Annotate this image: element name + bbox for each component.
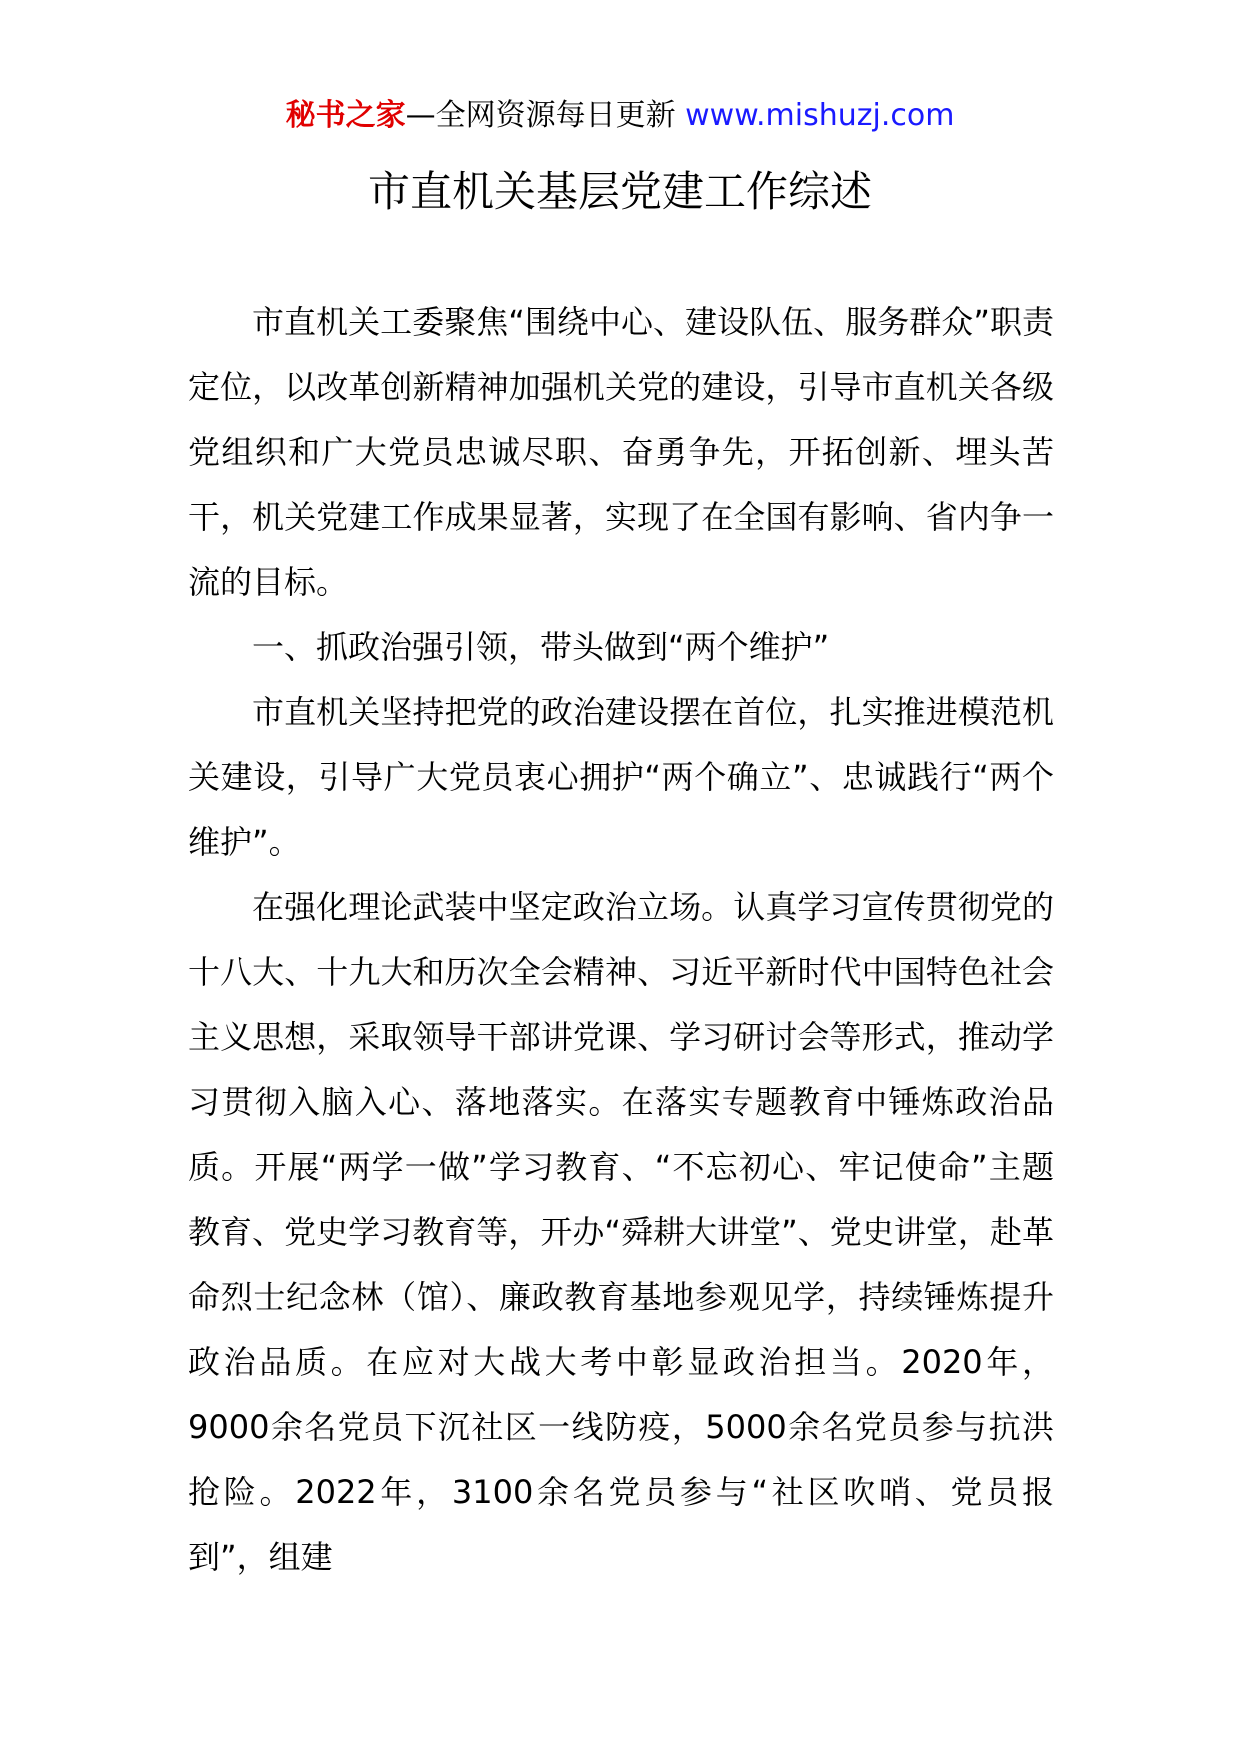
paragraph-section-1-summary: 市直机关坚持把党的政治建设摆在首位，扎实推进模范机关建设，引导广大党员衷心拥护“两个确立”、忠诚践行“两个维护”。 xyxy=(188,693,1054,861)
section-heading-1: 一、抓政治强引领，带头做到“两个维护” xyxy=(252,628,830,666)
document-body xyxy=(188,290,1054,1590)
paragraph-section-1-detail: 在强化理论武装中坚定政治立场。认真学习宣传贯彻党的十八大、十九大和历次全会精神、习近平新时代中国特色社会主义思想，采取领导干部讲党课、学习研讨会等形式，推动学习贯彻入脑入心、落地落实。在落实专题教育中锤炼政治品质。开展“两学一做”学习教育、“不忘初心、牢记使命”主题教育、党史学习教育等，开办“舜耕大讲堂”、党史讲堂，赴革命烈士纪念林（馆）、廉政教育基地参观见学，持续锤炼提升政治品质。在应对大战大考中彰显政治担当。2020年，9000余名党员下沉社区一线防疫，5000余名党员参与抗洪抢险。2022年，3100余名党员参与“社区吹哨、党员报到”，组建 xyxy=(188,888,1054,1576)
site-header xyxy=(0,96,1240,136)
site-url-link[interactable]: www.mishuzj.com xyxy=(685,98,955,133)
site-slogan: —全网资源每日更新 xyxy=(405,98,686,133)
site-brand: 秘书之家 xyxy=(285,98,406,133)
document-title: 市直机关基层党建工作综述 xyxy=(367,167,872,216)
paragraph-intro: 市直机关工委聚焦“围绕中心、建设队伍、服务群众”职责定位，以改革创新精神加强机关党的建设，引导市直机关各级党组织和广大党员忠诚尽职、奋勇争先，开拓创新、埋头苦干，机关党建工作成果显著，实现了在全国有影响、省内争一流的目标。 xyxy=(188,303,1054,601)
